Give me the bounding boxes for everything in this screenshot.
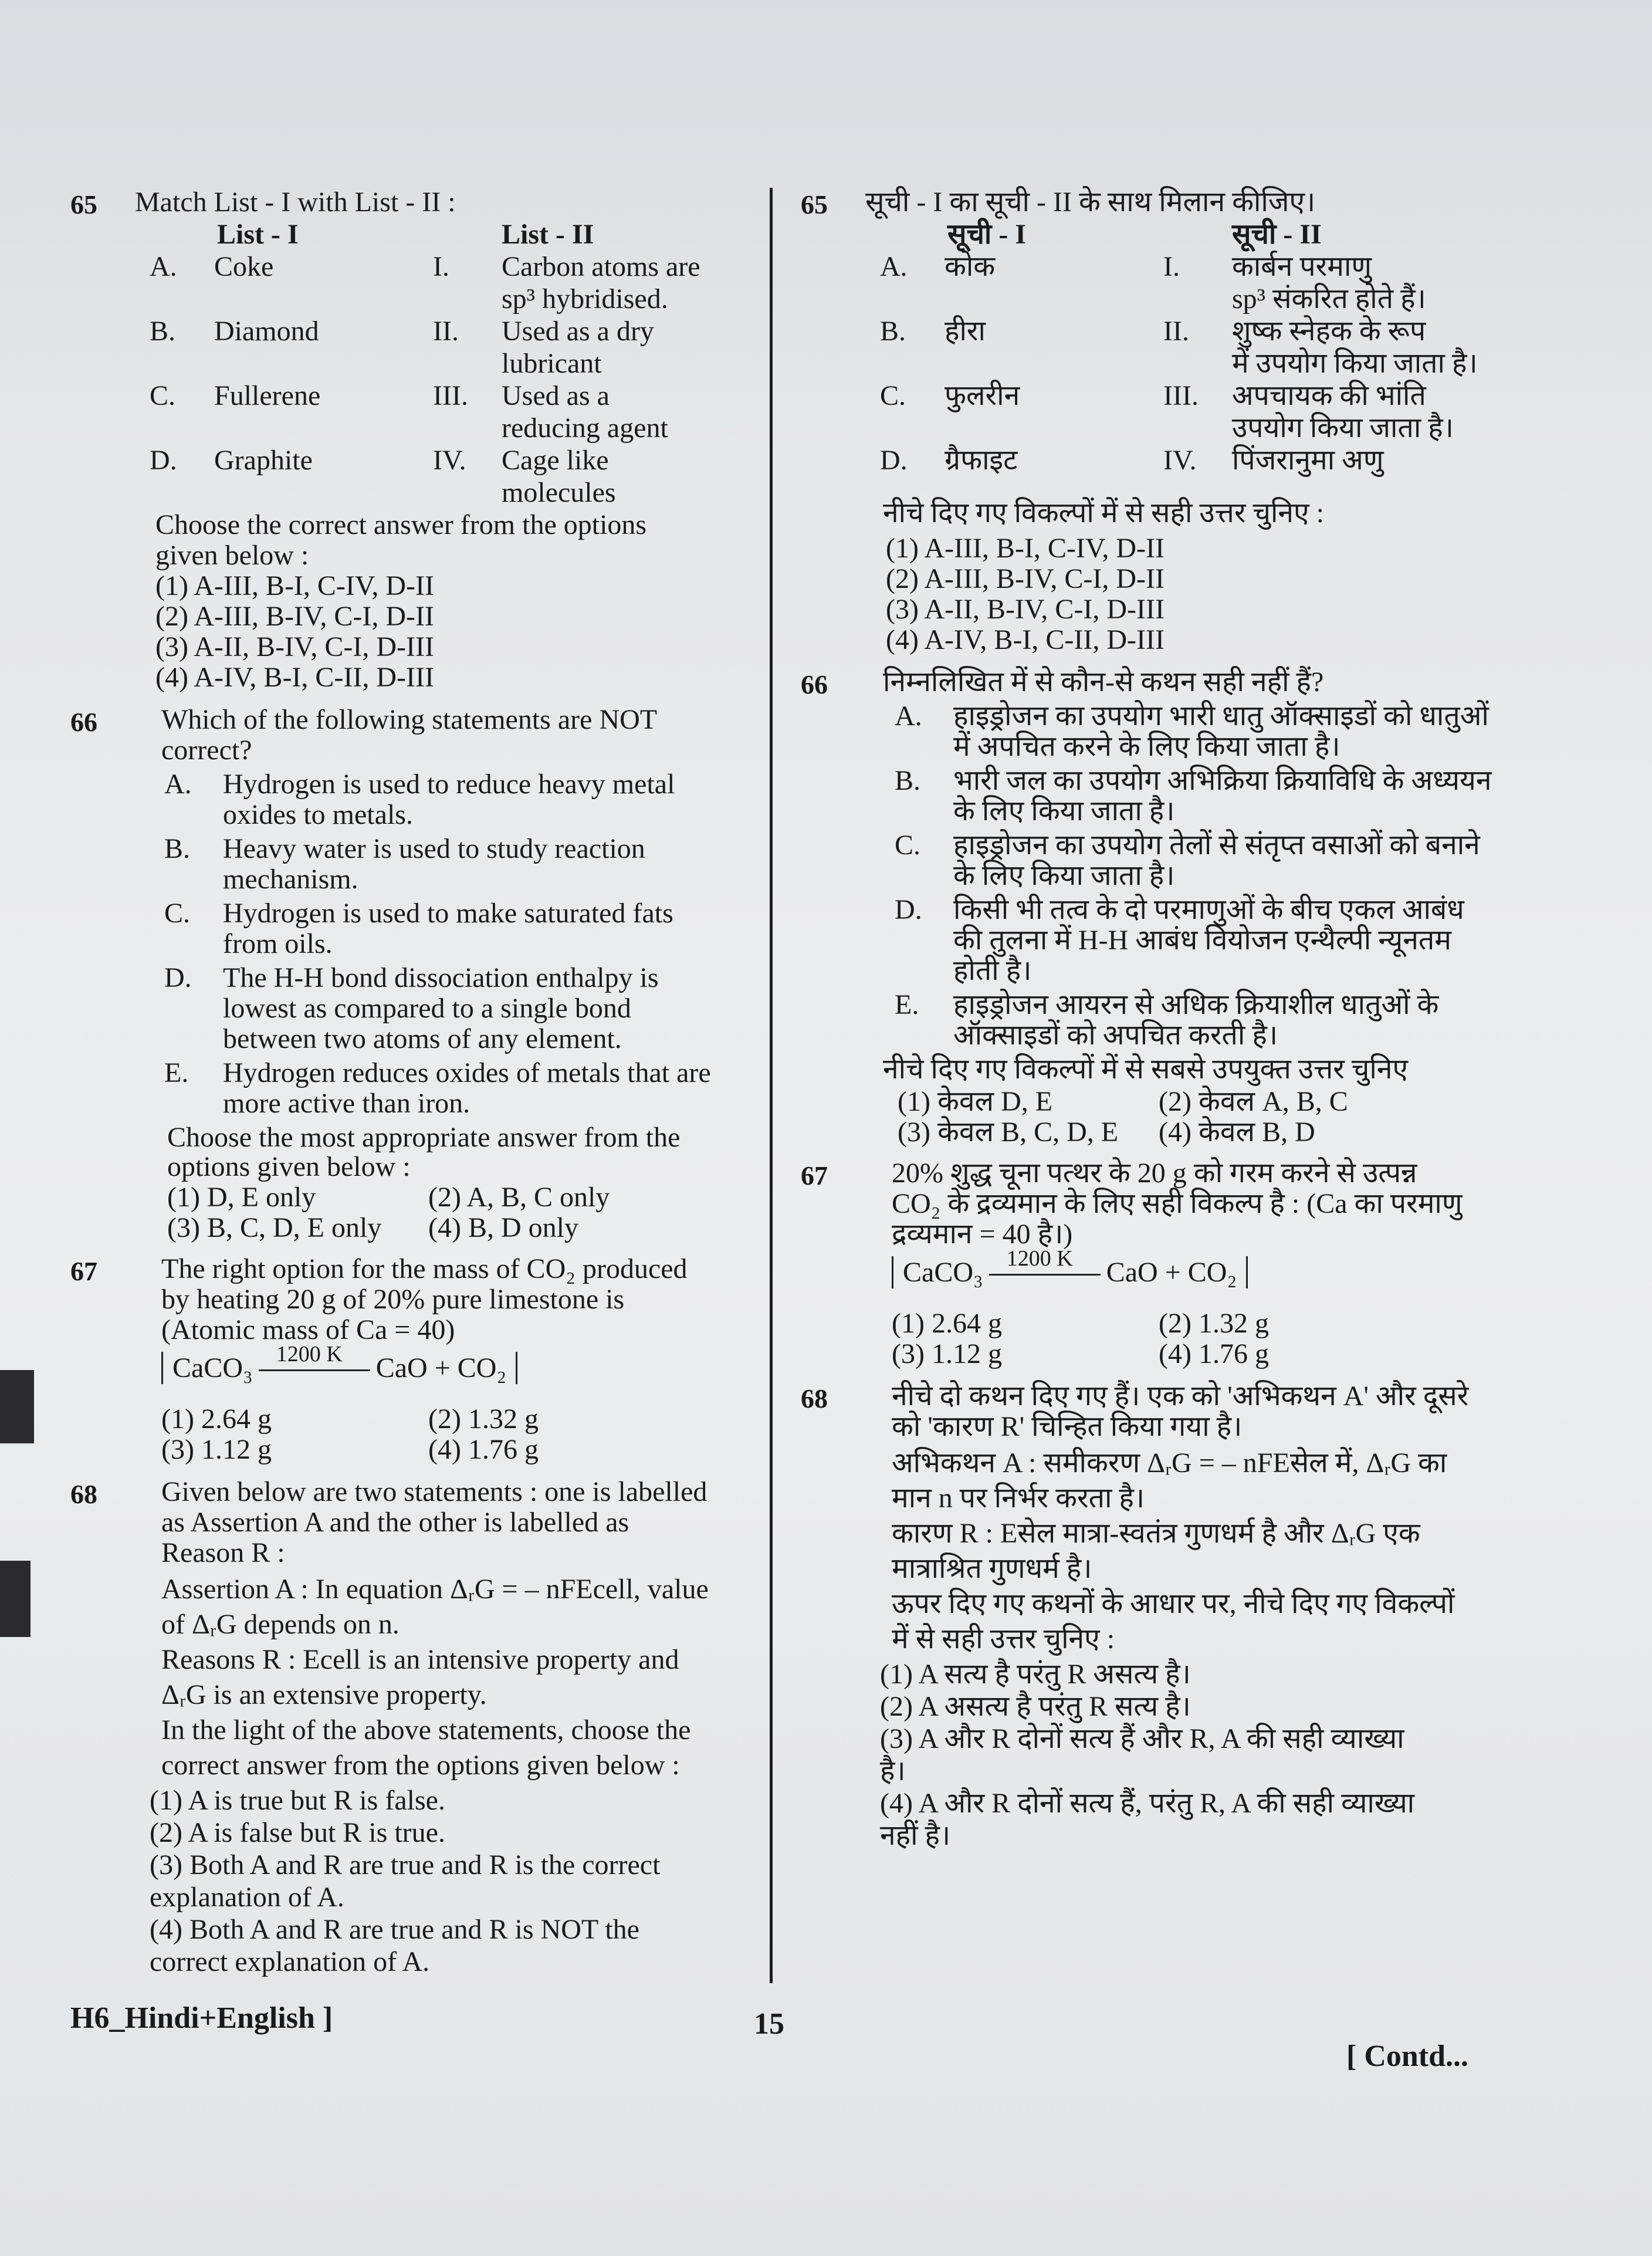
left-q65-row-roman: III. [433,380,468,411]
right-q68-option: है। [880,1756,906,1787]
left-q65-row-roman: I. [433,251,449,282]
right-q66-item-text: भारी जल का उपयोग अभिक्रिया क्रियाविधि के अध्ययन [953,765,1492,796]
right-q68-a1: अभिकथन A : समीकरण ΔᵣG = – nFEसेल में, ΔᵣG का [892,1447,1447,1479]
left-q66-item-text: Hydrogen reduces oxides of metals that are [223,1057,711,1088]
right-q68-option: (2) A असत्य है परंतु R सत्य है। [880,1691,1191,1722]
left-q65-row-item: Coke [214,251,274,282]
left-q65-row-letter: B. [150,316,176,347]
right-q66-item-text: के लिए किया जाता है। [953,796,1175,827]
right-q66-item-text: किसी भी तत्व के दो परमाणुओं के बीच एकल आबंध [953,894,1464,925]
left-q68-c2: correct answer from the options given below : [161,1750,680,1781]
left-q68-option: (2) A is false but R is true. [150,1817,445,1848]
right-q65-row-desc: शुष्क स्नेहक के रूप [1232,316,1426,347]
column-divider [770,188,773,1983]
left-q68-option: (4) Both A and R are true and R is NOT the [150,1914,639,1945]
left-q65-row-desc: Carbon atoms are [502,251,700,282]
right-q66-item-letter: E. [895,989,919,1020]
left-q66-item-letter: A. [164,769,192,800]
right-q68-a2: मान n पर निर्भर करता है। [892,1483,1145,1514]
left-eq-reactant: CaCO₃ [172,1352,253,1384]
left-q66-item-text: mechanism. [223,864,358,895]
right-q65-row-desc: पिंजरानुमा अणु [1232,445,1384,476]
left-q66-item-letter: E. [164,1057,189,1088]
left-q68-r2: ΔᵣG is an extensive property. [161,1679,487,1710]
left-q66-opt4: (4) B, D only [428,1212,578,1243]
left-q65-row-item: Fullerene [214,380,321,411]
right-q68-option: नहीं है। [880,1820,951,1851]
left-q68-a2: of ΔᵣG depends on n. [161,1609,400,1640]
right-q65-number: 65 [801,190,828,219]
right-q66-item-text: हाइड्रोजन का उपयोग तेलों से संतृप्त वसाओं को बनाने [953,830,1480,861]
left-q66-opt2: (2) A, B, C only [428,1182,610,1213]
right-q66-item-letter: B. [895,765,921,796]
right-q66-number: 66 [801,669,828,699]
left-q66-number: 66 [70,707,97,737]
right-q65-row-desc2: में उपयोग किया जाता है। [1232,348,1478,379]
right-q66-item-text: हाइड्रोजन आयरन से अधिक क्रियाशील धातुओं के [953,989,1439,1020]
left-q68-option: explanation of A. [150,1882,344,1913]
right-q68-r1: कारण R : Eसेल मात्रा-स्वतंत्र गुणधर्म है और ΔᵣG एक [892,1518,1420,1549]
right-q66-item-text: ऑक्साइडों को अपचित करती है। [953,1020,1278,1051]
left-q65-row-item: Diamond [214,316,319,347]
right-q65-option: (1) A-III, B-I, C-IV, D-II [886,533,1164,564]
binding-mark-2 [0,1561,31,1637]
left-q65-row-desc: Used as a [502,380,610,411]
right-q66-item-letter: C. [895,830,921,861]
right-q65-row-letter: C. [880,380,906,411]
left-q65-row-desc: Used as a dry [502,316,654,347]
left-q65-row-desc2: sp³ hybridised. [502,283,668,314]
right-q65-row-roman: III. [1163,380,1199,411]
left-q66-item-text: from oils. [223,928,333,959]
right-q66-item-letter: A. [895,701,922,732]
right-q65-row-letter: B. [880,316,906,347]
right-eq-arrow [989,1246,1101,1276]
left-q65-row-roman: II. [433,316,459,347]
left-q65-option: (1) A-III, B-I, C-IV, D-II [155,570,434,601]
right-eq-condition: 1200 K [1006,1246,1073,1271]
left-q68-option: (1) A is true but R is false. [150,1785,445,1816]
left-q68-option: correct explanation of A. [150,1946,430,1977]
left-q65-row-letter: D. [150,445,177,476]
left-q66-item-text: The H-H bond dissociation enthalpy is [223,962,659,993]
right-q65-row-item: हीरा [945,316,986,347]
left-q66-item-letter: B. [164,833,191,864]
right-q65-row-roman: IV. [1163,445,1197,476]
left-q68-number: 68 [70,1479,97,1509]
right-q68-l2: को 'कारण R' चिन्हित किया गया है। [892,1411,1243,1442]
left-q66-choose1: Choose the most appropriate answer from the [167,1122,681,1153]
left-q66-item-text: lowest as compared to a single bond [223,993,631,1024]
right-q67-opt3: (3) 1.12 g [892,1338,1002,1369]
left-q65-row-desc: Cage like [502,445,609,476]
right-q68-c1: ऊपर दिए गए कथनों के आधार पर, नीचे दिए गए विकल्पों [892,1588,1455,1619]
right-q65-option: (2) A-III, B-IV, C-I, D-II [886,563,1164,594]
right-q65-row-letter: D. [880,445,908,476]
left-q67-opt2: (2) 1.32 g [428,1403,539,1435]
right-q68-r2: मात्राश्रित गुणधर्म है। [892,1553,1092,1584]
right-q68-c2: में से सही उत्तर चुनिए : [892,1623,1115,1655]
left-eq-condition: 1200 K [276,1342,343,1367]
left-q66-item-text: oxides to metals. [223,799,413,830]
footer-code: H6_Hindi+English ] [70,2001,333,2035]
right-q66-item-text: के लिए किया जाता है। [953,860,1175,891]
right-q66-choose: नीचे दिए गए विकल्पों में से सबसे उपयुक्त उत्तर चुनिए [883,1054,1409,1085]
left-q67-l3: (Atomic mass of Ca = 40) [161,1314,455,1345]
right-q65-row-item: ग्रैफाइट [945,445,1018,476]
right-q65-row-roman: I. [1163,251,1180,282]
right-q66-opt1: (1) केवल D, E [898,1086,1053,1117]
left-q65-row-letter: A. [150,251,177,282]
right-q65-row-desc2: sp³ संकरित होते हैं। [1232,283,1426,314]
left-q65-number: 65 [70,190,97,219]
left-q68-c1: In the light of the above statements, choose the [161,1714,691,1746]
left-q66-q2: correct? [161,735,252,766]
left-q67-opt4: (4) 1.76 g [428,1434,539,1465]
binding-mark-1 [0,1370,34,1443]
right-eq-products: CaO + CO₂ [1106,1257,1237,1288]
left-eq-products: CaO + CO₂ [375,1352,507,1384]
left-q65-intro: Match List - I with List - II : [135,187,456,218]
right-q67-equation [892,1246,1248,1288]
right-q65-option: (4) A-IV, B-I, C-II, D-III [886,624,1164,655]
left-q65-list2-header: List - II [502,219,594,250]
left-q68-l3: Reason R : [161,1537,285,1568]
left-q65-row-desc2: molecules [502,477,616,508]
right-q66-q: निम्नलिखित में से कौन-से कथन सही नहीं हैं? [883,667,1324,698]
left-q65-row-roman: IV. [433,445,466,476]
left-q67-l2: by heating 20 g of 20% pure limestone is [161,1284,625,1315]
right-q66-item-text: होती है। [953,955,1032,986]
contd-label: [ Contd... [1346,2039,1469,2073]
right-q66-opt2: (2) केवल A, B, C [1159,1086,1348,1117]
right-q67-opt1: (1) 2.64 g [892,1308,1002,1339]
right-q66-item-text: हाइड्रोजन का उपयोग भारी धातु ऑक्साइडों को धातुओं [953,701,1489,732]
right-q65-row-letter: A. [880,251,908,282]
right-q66-opt4: (4) केवल B, D [1159,1117,1315,1148]
right-q65-row-desc: अपचायक की भांति [1232,380,1426,411]
right-q65-option: (3) A-II, B-IV, C-I, D-III [886,594,1164,625]
left-q66-item-letter: D. [164,962,192,993]
right-q66-item-text: की तुलना में H-H आबंध वियोजन एन्थैल्पी न्यूनतम [953,925,1451,956]
left-q67-opt3: (3) 1.12 g [161,1434,272,1465]
left-q65-row-desc2: lubricant [502,348,602,379]
left-q65-row-item: Graphite [214,445,313,476]
left-q66-item-text: between two atoms of any element. [223,1023,622,1054]
left-q66-opt3: (3) B, C, D, E only [167,1212,382,1243]
left-q68-option: (3) Both A and R are true and R is the correct [150,1849,661,1880]
left-q65-choose1: Choose the correct answer from the options [155,509,647,540]
left-q66-q1: Which of the following statements are NOT [161,704,658,735]
right-q65-choose: नीचे दिए गए विकल्पों में से सही उत्तर चुनिए : [883,498,1324,529]
right-q67-l1: 20% शुद्ध चूना पत्थर के 20 g को गरम करने से उत्पन्न [892,1158,1417,1189]
left-q65-choose2: given below : [155,540,309,571]
left-q66-item-text: Hydrogen is used to make saturated fats [223,898,673,929]
right-q65-list2-header: सूची - II [1232,219,1322,250]
right-q67-number: 67 [801,1161,828,1190]
left-eq-arrow [259,1342,370,1371]
left-q66-item-text: Hydrogen is used to reduce heavy metal [223,769,675,800]
left-q67-opt1: (1) 2.64 g [161,1403,272,1435]
left-q66-opt1: (1) D, E only [167,1182,316,1213]
left-q67-equation [161,1342,517,1384]
right-q65-row-item: कोक [945,251,996,282]
right-q66-item-text: में अपचित करने के लिए किया जाता है। [953,731,1340,762]
right-q67-l3: द्रव्यमान = 40 है।) [892,1219,1073,1250]
left-q68-l2: as Assertion A and the other is labelled as [161,1507,629,1538]
right-q65-list1-header: सूची - I [947,219,1027,250]
right-q68-number: 68 [801,1384,828,1413]
right-q65-row-desc: कार्बन परमाणु [1232,251,1372,282]
left-q67-l1: The right option for the mass of CO₂ produced [161,1253,688,1284]
right-q65-row-roman: II. [1163,316,1189,347]
left-q66-choose2: options given below : [167,1151,411,1182]
left-q65-option: (4) A-IV, B-I, C-II, D-III [155,662,434,693]
right-q67-l2: CO₂ के द्रव्यमान के लिए सही विकल्प है : (Ca का परमाणु [892,1188,1463,1219]
right-q67-opt2: (2) 1.32 g [1159,1308,1269,1339]
left-q65-row-letter: C. [150,380,176,411]
right-q67-opt4: (4) 1.76 g [1159,1338,1269,1369]
left-q65-row-desc2: reducing agent [502,412,668,444]
right-eq-reactant: CaCO₃ [903,1257,983,1288]
left-q67-number: 67 [70,1256,97,1286]
left-q65-option: (3) A-II, B-IV, C-I, D-III [155,631,434,662]
left-q65-option: (2) A-III, B-IV, C-I, D-II [155,601,434,632]
right-q66-item-letter: D. [895,894,922,925]
right-q68-option: (4) A और R दोनों सत्य हैं, परंतु R, A की सही व्याख्या [880,1788,1415,1819]
right-q65-row-item: फुलरीन [945,380,1020,411]
right-q68-l1: नीचे दो कथन दिए गए हैं। एक को 'अभिकथन A' और दूसरे [892,1381,1469,1412]
page-number: 15 [754,2007,784,2041]
left-q66-item-text: Heavy water is used to study reaction [223,833,645,864]
right-q68-option: (1) A सत्य है परंतु R असत्य है। [880,1659,1191,1690]
left-q65-list1-header: List - I [217,219,299,250]
left-q68-l1: Given below are two statements : one is labelled [161,1476,707,1507]
right-q68-option: (3) A और R दोनों सत्य हैं और R, A की सही व्याख्या [880,1723,1404,1754]
right-q65-row-desc2: उपयोग किया जाता है। [1232,412,1454,444]
right-q66-opt3: (3) केवल B, C, D, E [898,1117,1119,1148]
left-q66-item-text: more active than iron. [223,1088,470,1119]
left-q66-item-letter: C. [164,898,191,929]
left-q68-r1: Reasons R : Ecell is an intensive property and [161,1644,679,1675]
left-q68-a1: Assertion A : In equation ΔᵣG = – nFEcell, value [161,1574,709,1605]
right-q65-intro: सूची - I का सूची - II के साथ मिलान कीजिए। [865,187,1316,218]
